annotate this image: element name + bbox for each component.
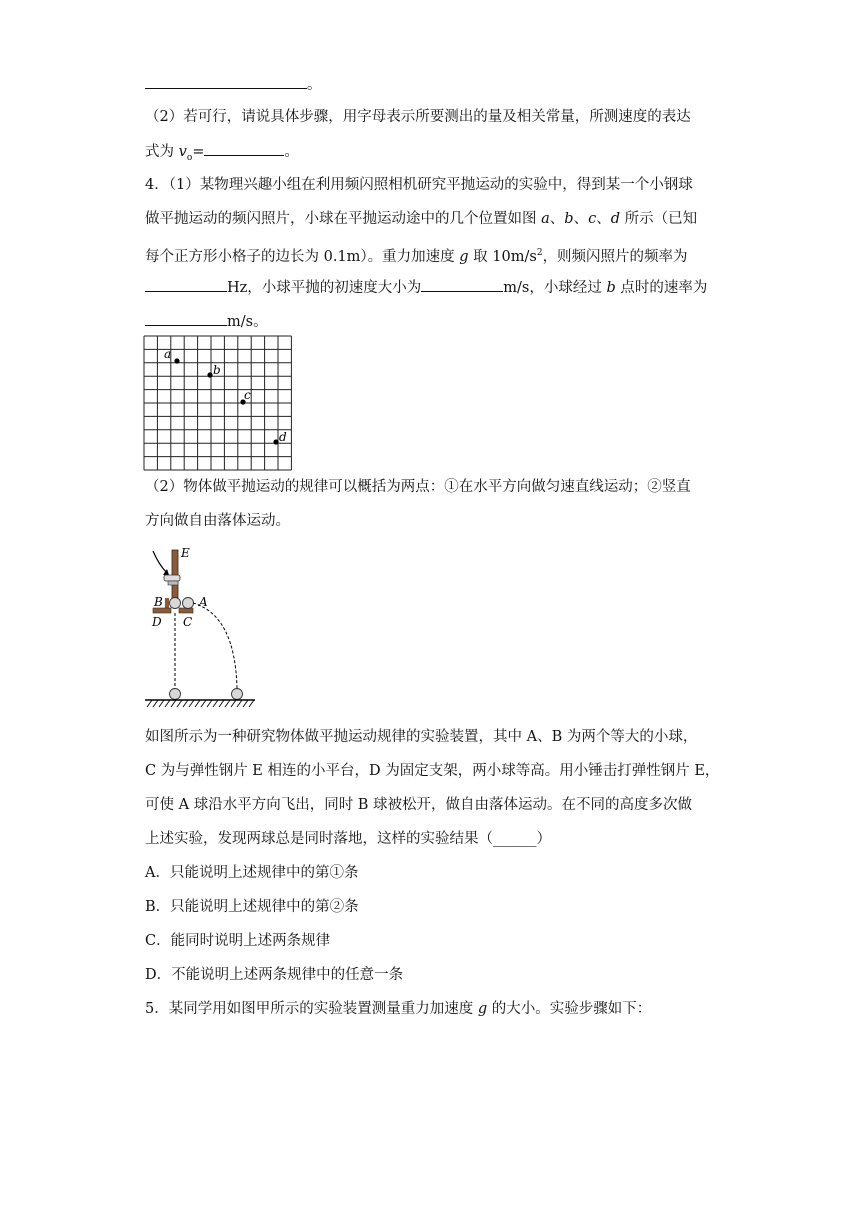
label-E: E [181, 546, 190, 560]
desc-line3: 可使 A 球沿水平方向飞出，同时 B 球被松开，做自由落体运动。在不同的高度多次做 [145, 797, 693, 813]
label-D: D [152, 615, 162, 629]
hatch-mark [171, 700, 176, 707]
initial-speed-blank [421, 277, 503, 292]
hatch-mark [213, 700, 218, 707]
frequency-blank [145, 277, 227, 292]
hatch-mark [189, 700, 194, 707]
hatch-mark [231, 700, 236, 707]
q4-line4: Hz，小球平抛的初速度大小为 m/s，小球经过 b 点时的速率为 [145, 277, 707, 298]
label-a: a [164, 347, 172, 361]
hatch-mark [147, 700, 152, 707]
speed-at-b-blank [145, 311, 227, 326]
q3-answer-blank [145, 74, 307, 89]
hammer-head [164, 575, 180, 581]
elastic-steel-strip-E [172, 550, 178, 598]
q4-line2: 做平抛运动的频闪照片，小球在平抛运动途中的几个位置如图 a、b、c、d 所示（已知 [145, 211, 698, 227]
q4-line1: 4．（1）某物理兴趣小组在利用频闪照相机研究平抛运动的实验中，得到某一个小钢球 [145, 177, 693, 193]
q3-part2-line1: （2）若可行，请说具体步骤，用字母表示所要测出的量及相关常量，所测速度的表达 [145, 109, 691, 125]
hatch-mark [195, 700, 200, 707]
landed-ball-A [232, 689, 243, 700]
ground-hatching [147, 700, 254, 707]
label-A: A [199, 595, 208, 609]
desc-line4: 上述实验，发现两球总是同时落地，这样的实验结果（______） [145, 831, 551, 847]
label-c: c [244, 388, 251, 402]
label-B: B [154, 595, 163, 609]
apparatus-figure [143, 545, 258, 710]
hatch-mark [165, 700, 170, 707]
hatch-mark [219, 700, 224, 707]
hatch-mark [153, 700, 158, 707]
point-a [174, 358, 179, 363]
option-d: D．不能说明上述两条规律中的任意一条 [145, 967, 404, 983]
point-b [207, 372, 212, 377]
hatch-mark [243, 700, 248, 707]
hatch-mark [183, 700, 188, 707]
label-b: b [213, 363, 221, 377]
hammer-arrow [153, 551, 167, 573]
option-b: B．只能说明上述规律中的第②条 [145, 899, 359, 915]
q4-line3: 每个正方形小格子的边长为 0.1m）。重力加速度 g 取 $10m/s^2$，则频闪照片的频率为 [145, 248, 688, 265]
grid-points [174, 358, 278, 444]
q4-part2-line2: 方向做自由落体运动。 [145, 513, 290, 529]
hatch-mark [177, 700, 182, 707]
hatch-mark [159, 700, 164, 707]
desc-line1: 如图所示为一种研究物体做平抛运动规律的实验装置，其中 A、B 为两个等大的小球， [145, 729, 698, 745]
q3-answer-line [145, 74, 322, 95]
desc-line2: C 为与弹性钢片 E 相连的小平台，D 为固定支架，两小球等高。用小锤击打弹性钢片 E， [145, 763, 720, 779]
q5-line1: 5．某同学用如图甲所示的实验装置测量重力加速度 g 的大小。实验步骤如下： [145, 1001, 652, 1017]
label-C: C [183, 615, 193, 629]
hatch-mark [237, 700, 242, 707]
ball-B [170, 598, 181, 609]
label-d: d [279, 430, 287, 444]
projectile-path [193, 603, 237, 688]
option-a: A．只能说明上述规律中的第①条 [145, 865, 359, 881]
platform-C [179, 608, 193, 613]
hatch-mark [201, 700, 206, 707]
q3-part2-line2: 式为 $v_o=$ 。 [145, 141, 299, 168]
q4-line5: m/s。 [145, 311, 268, 332]
hatch-mark [225, 700, 230, 707]
q3-period: 。 [307, 77, 322, 93]
hatch-mark [249, 700, 254, 707]
ball-A [183, 598, 194, 609]
strobe-grid-figure [143, 335, 293, 471]
q4-part2-line1: （2）物体做平抛运动的规律可以概括为两点：①在水平方向做匀速直线运动；②竖直 [145, 479, 691, 495]
q3-v0-blank [204, 141, 284, 156]
point-d [273, 439, 278, 444]
hatch-mark [207, 700, 212, 707]
option-c: C．能同时说明上述两条规律 [145, 933, 331, 949]
clamp [168, 581, 178, 585]
landed-ball-B [170, 689, 181, 700]
